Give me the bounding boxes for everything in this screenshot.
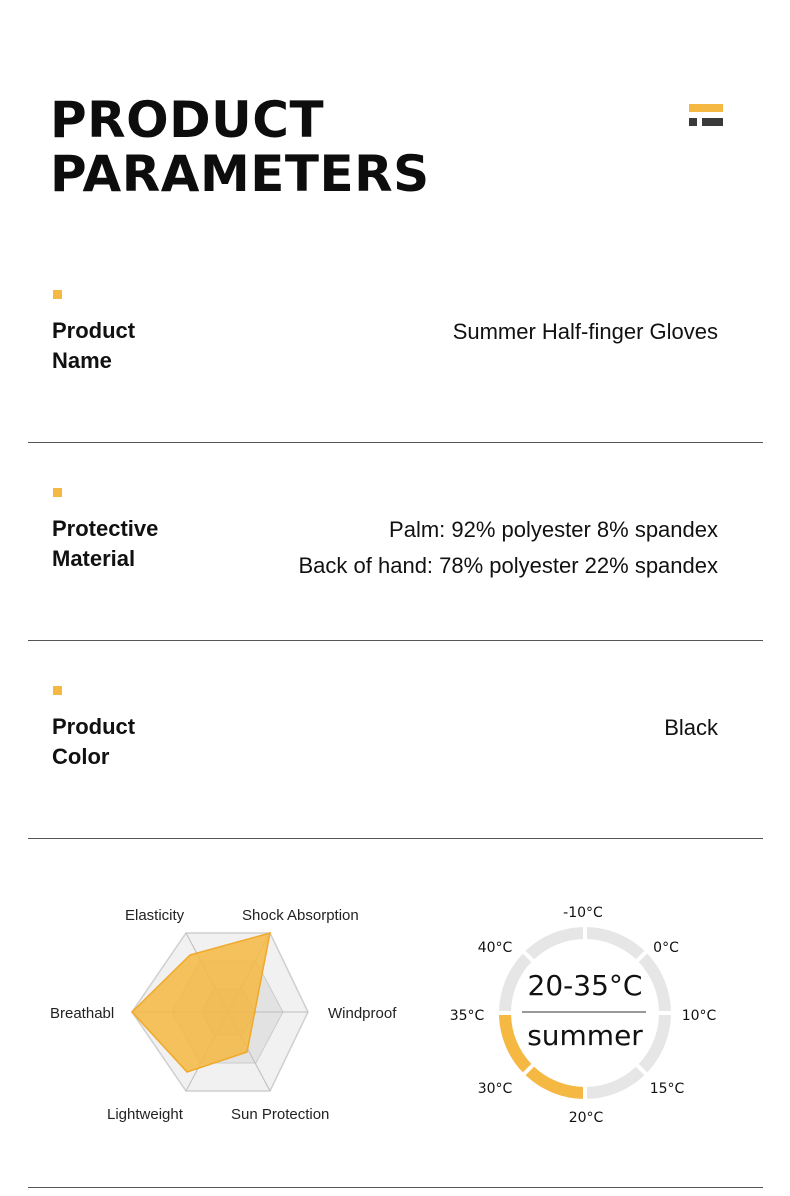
tick-30: 30°C — [477, 1081, 513, 1097]
param-value-product-name: Summer Half-finger Gloves — [452, 319, 718, 344]
radar-label-elasticity: Elasticity — [125, 907, 185, 924]
tick-minus-10: -10°C — [563, 905, 603, 921]
radar-label-windproof: Windproof — [328, 1005, 397, 1022]
param-label-material: Protective Material — [52, 516, 159, 571]
temperature-dial — [440, 895, 730, 1135]
tick-10: 10°C — [681, 1008, 717, 1024]
divider — [28, 640, 763, 641]
brand-logo-icon — [689, 104, 723, 126]
radar-label-lightweight: Lightweight — [107, 1106, 183, 1123]
param-value-color: Black — [664, 715, 718, 740]
bullet-icon — [53, 290, 62, 299]
tick-20: 20°C — [568, 1110, 604, 1126]
bullet-icon — [53, 488, 62, 497]
divider — [28, 838, 763, 839]
radar-label-shock-absorption: Shock Absorption — [242, 907, 359, 924]
divider — [28, 1187, 763, 1188]
title-line-1: PRODUCT — [50, 91, 325, 149]
tick-15: 15°C — [649, 1081, 685, 1097]
season-label: summer — [527, 1019, 643, 1052]
performance-radar — [40, 895, 420, 1135]
bullet-icon — [53, 686, 62, 695]
param-value-material-back: Back of hand: 78% polyester 22% spandex — [298, 553, 718, 578]
temperature-range: 20-35°C — [527, 969, 643, 1002]
param-label-color: Product Color — [52, 714, 136, 769]
dial-segment-gaps — [497, 925, 673, 1101]
tick-0: 0°C — [653, 940, 679, 956]
page-title — [50, 93, 430, 201]
tick-35: 35°C — [449, 1008, 485, 1024]
divider — [28, 442, 763, 443]
tick-40: 40°C — [477, 940, 513, 956]
title-line-2: PARAMETERS — [50, 145, 430, 203]
param-label-product-name: Product Name — [52, 318, 136, 373]
param-value-material-palm: Palm: 92% polyester 8% spandex — [389, 517, 718, 542]
radar-label-sun-protection: Sun Protection — [231, 1106, 330, 1123]
radar-label-breathable: Breathabl — [50, 1005, 115, 1022]
